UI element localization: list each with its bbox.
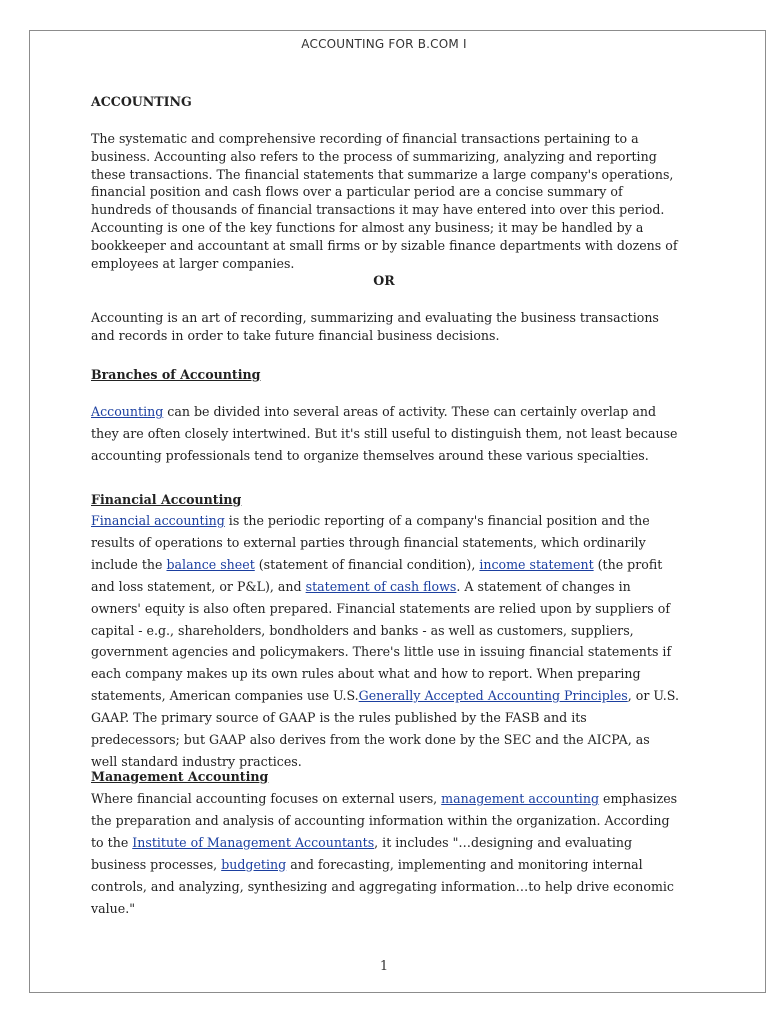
branches-paragraph xyxy=(91,401,679,467)
financial-text-2: (statement of financial condition), xyxy=(254,556,480,572)
financial-text-3: (the profit and loss statement, or P&L), and xyxy=(91,556,663,594)
accounting-link[interactable]: Accounting xyxy=(91,404,164,419)
financial-accounting-heading: Financial Accounting xyxy=(91,492,242,507)
intro-paragraph: The systematic and comprehensive recording of financial transactions pertaining to a business. Accounting also refers to the process of summarizing, analyzing and reporting these transactions. The financial statements that summarize a large company's operations, financial position and cash flows over a particular period are a concise summary of hundreds of thousands of financial transactions it may have entered into over this period. Accounting is one of the key functions for almost any business; it may be handled by a bookkeeper and accountant at small firms or by sizable finance departments with dozens of employees at larger companies. xyxy=(91,131,678,271)
management-text-1: Where financial accounting focuses on external users, xyxy=(91,791,442,806)
financial-text-4: . A statement of changes in owners' equity is also often prepared. Financial statements are relied upon by suppliers of capital - e.g., shareholders, bondholders and banks - as well as customers, suppliers, government agencies and policymakers. There's little use in issuing financial statements if each company makes up its own rules about what and how to report. When preparing statements, American companies use U.S. xyxy=(91,578,672,704)
financial-accounting-link[interactable]: Financial accounting xyxy=(91,513,225,528)
balance-sheet-link[interactable]: balance sheet xyxy=(166,556,255,572)
financial-accounting-paragraph xyxy=(91,510,679,773)
financial-text-1: is the periodic reporting of a company's financial position and the results of operations to external parties through financial statements, which ordinarily include the xyxy=(91,513,650,572)
branches-text: can be divided into several areas of activity. These can certainly overlap and they are often closely intertwined. But it's still useful to distinguish them, not least because accounting professionals tend to organize themselves around these various specialties. xyxy=(91,404,678,463)
income-statement-link[interactable]: income statement xyxy=(479,556,594,572)
or-separator: OR xyxy=(373,273,395,288)
gaap-link[interactable]: Generally Accepted Accounting Principles xyxy=(358,688,628,704)
management-text-3: , it includes "…designing and evaluating business processes, xyxy=(91,834,633,872)
page-number: 1 xyxy=(379,959,389,974)
alternate-definition: Accounting is an art of recording, summarizing and evaluating the business transactions and records in order to take future financial business decisions. xyxy=(91,310,659,343)
page-header: ACCOUNTING FOR B.COM I xyxy=(301,37,467,51)
management-accounting-heading: Management Accounting xyxy=(91,769,269,784)
management-text-2: emphasizes the preparation and analysis of accounting information within the organization. According to the xyxy=(91,791,678,850)
branches-heading: Branches of Accounting xyxy=(91,367,261,382)
cash-flows-link[interactable]: statement of cash flows xyxy=(305,578,457,594)
financial-text-5: , or U.S. GAAP. The primary source of GAAP is the rules published by the FASB and its predecessors; but GAAP also derives from the work done by the SEC and the AICPA, as well standard industry practices. xyxy=(91,688,679,769)
management-text-4: and forecasting, implementing and monitoring internal controls, and analyzing, synthesizing and aggregating information…to help drive economic value." xyxy=(91,856,674,916)
document-title: ACCOUNTING xyxy=(91,94,192,109)
management-accounting-paragraph xyxy=(91,788,679,919)
management-accounting-link[interactable]: management accounting xyxy=(441,791,600,806)
ima-link[interactable]: Institute of Management Accountants xyxy=(132,834,375,850)
budgeting-link[interactable]: budgeting xyxy=(221,856,287,872)
